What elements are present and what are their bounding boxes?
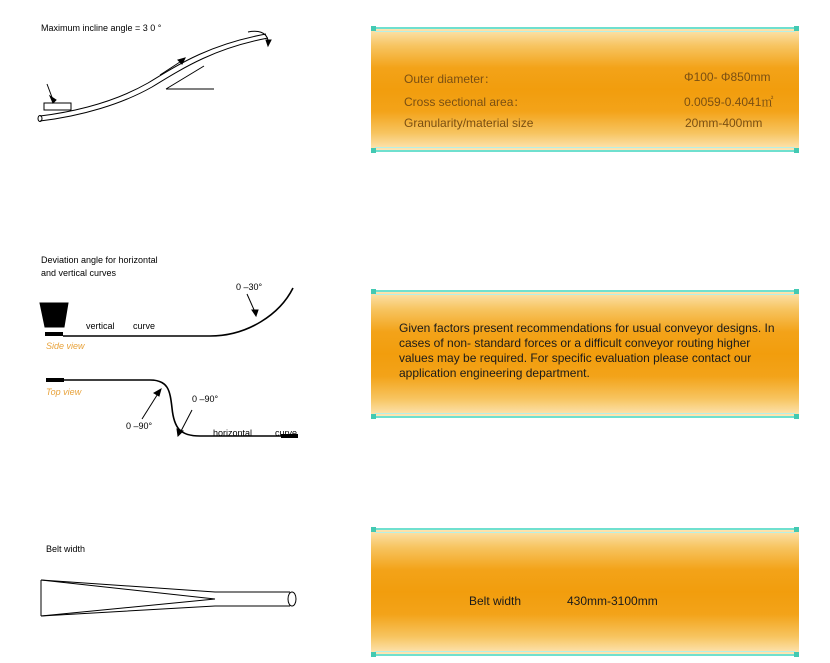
panel-corner — [371, 289, 376, 294]
curves-diagram — [0, 250, 360, 460]
curves-caption-line2: and vertical curves — [41, 268, 117, 278]
belt-caption: Belt width — [46, 544, 86, 554]
incline-drawing — [0, 0, 360, 140]
angle-right-label: 0 –90° — [192, 394, 219, 404]
angle-vertical-label: 0 –30° — [236, 282, 263, 292]
panel-corner — [794, 148, 799, 153]
top-view-label: Top view — [46, 387, 82, 397]
angle-left-label: 0 –90° — [126, 421, 153, 431]
note-panel — [371, 290, 799, 418]
curve-top-label: curve — [133, 321, 156, 331]
spec-panel — [371, 27, 799, 152]
belt-drawing — [0, 530, 360, 640]
panel-corner — [794, 652, 799, 657]
curves-drawing — [0, 250, 360, 460]
panel-corner — [794, 414, 799, 419]
incline-diagram — [0, 0, 360, 140]
panel-corner — [371, 652, 376, 657]
spec-value: 0.0059-0.4041㎡ — [684, 95, 774, 109]
belt-diagram — [0, 530, 360, 640]
panel-corner — [794, 26, 799, 31]
panel-corner — [371, 527, 376, 532]
spec-label: Outer diameter： — [404, 72, 497, 86]
note-text: Given factors present recommendations for usual conveyor designs. In cases of non- standard forces or a difficult conveyor routing higher values may be required. For specific evaluation please contact our application engineering department. — [399, 321, 775, 380]
incline-caption: Maximum incline angle = 3 0 ° — [41, 23, 162, 33]
spec-value: 20mm-400mm — [685, 116, 763, 130]
belt-panel — [371, 528, 799, 656]
spec-label: Granularity/material size — [404, 116, 534, 130]
panel-corner — [794, 527, 799, 532]
vertical-label: vertical — [86, 321, 115, 331]
panel-corner — [371, 414, 376, 419]
belt-width-value: 430mm-3100mm — [567, 594, 658, 608]
spec-label: Cross sectional area： — [404, 95, 526, 109]
belt-width-label: Belt width — [469, 594, 522, 608]
horizontal-label: horizontal — [213, 428, 253, 438]
spec-value: Φ100- Φ850mm — [684, 70, 771, 84]
curves-caption-line1: Deviation angle for horizontal — [41, 255, 158, 265]
curve-bottom-label: curve — [275, 428, 298, 438]
panel-corner — [371, 148, 376, 153]
side-view-label: Side view — [46, 341, 85, 351]
panel-corner — [371, 26, 376, 31]
panel-corner — [794, 289, 799, 294]
